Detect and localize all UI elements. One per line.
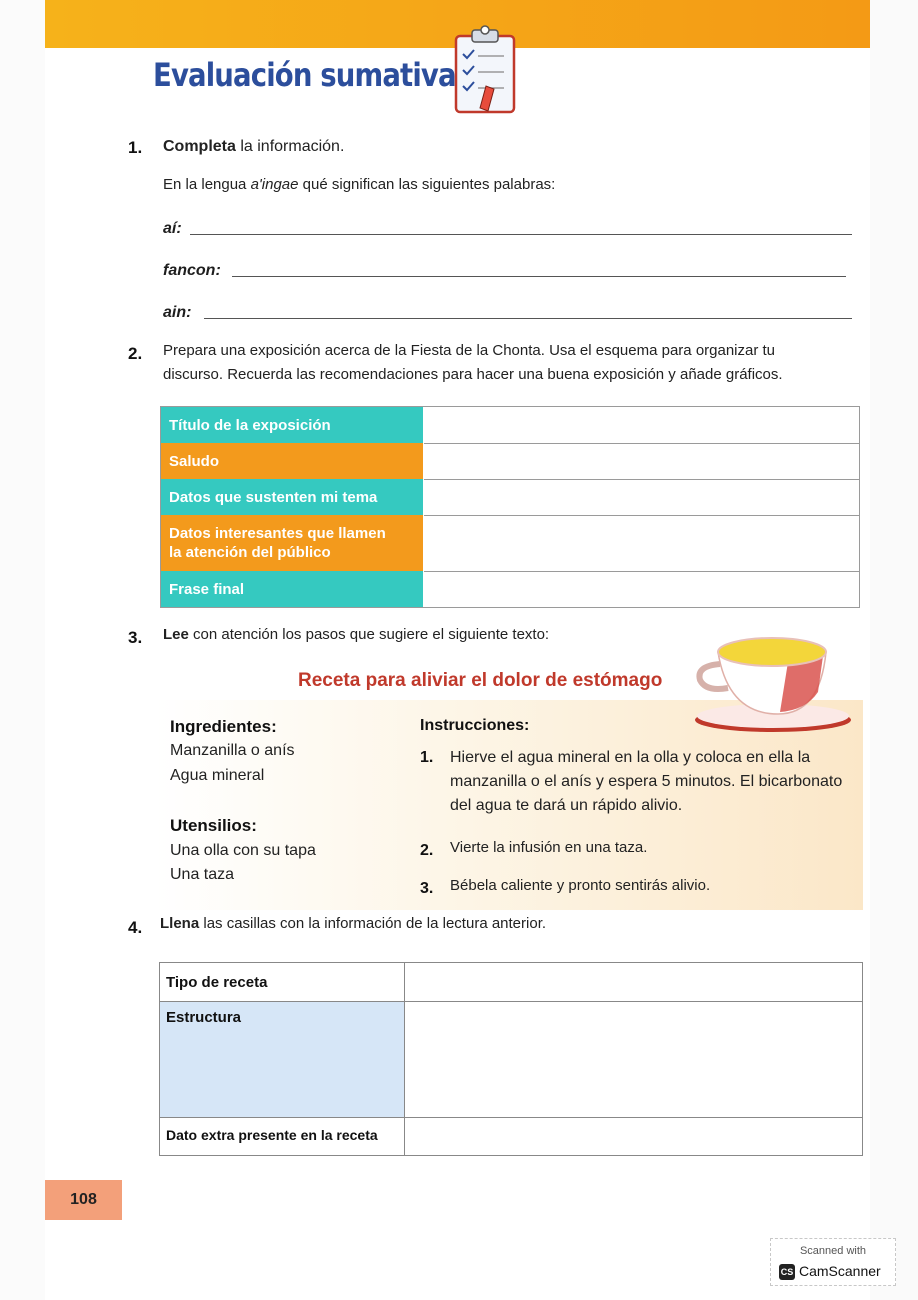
outline-label-title: Título de la exposición bbox=[169, 416, 331, 434]
recipe-title: Receta para aliviar el dolor de estómago bbox=[298, 670, 663, 691]
tea-cup-icon bbox=[688, 622, 853, 732]
q1-prompt-italic: a'ingae bbox=[250, 176, 299, 193]
row-recipe-type-label: Tipo de receta bbox=[166, 974, 268, 991]
camscanner-logo-icon: CS bbox=[779, 1264, 795, 1280]
step-number: 1. bbox=[420, 749, 434, 766]
ingredient-item: Agua mineral bbox=[170, 767, 265, 784]
camscanner-watermark bbox=[770, 1238, 896, 1286]
q2-line2: discurso. Recuerda las recomendaciones para hacer una buena exposición y añade gráficos. bbox=[163, 366, 783, 383]
page-margin-right bbox=[870, 0, 918, 1300]
step-number: 3. bbox=[420, 880, 434, 897]
q3-number: 3. bbox=[128, 628, 143, 647]
outline-label-interesting-1: Datos interesantes que llamen bbox=[169, 525, 386, 542]
outline-row-title bbox=[161, 407, 423, 443]
outline-label-support: Datos que sustenten mi tema bbox=[169, 488, 378, 506]
page-number: 108 bbox=[45, 1180, 122, 1220]
table-column-divider bbox=[404, 963, 405, 1155]
q3-instruction bbox=[163, 626, 549, 643]
page-margin-left bbox=[0, 0, 45, 1300]
q1-verb: Completa bbox=[163, 138, 236, 155]
answer-line-ai[interactable] bbox=[190, 234, 852, 235]
ingredients-heading: Ingredientes: bbox=[170, 717, 277, 736]
q1-number: 1. bbox=[128, 138, 143, 157]
page-title: Evaluación sumativa bbox=[153, 56, 456, 94]
instructions-heading: Instrucciones: bbox=[420, 717, 530, 734]
outline-divider bbox=[424, 571, 859, 572]
q1-prompt-start: En la lengua bbox=[163, 176, 251, 193]
presentation-outline-table bbox=[160, 406, 860, 608]
word-ai-label: aí: bbox=[163, 220, 182, 237]
utensils-heading: Utensilios: bbox=[170, 816, 257, 835]
answer-line-ain[interactable] bbox=[204, 318, 852, 319]
q3-verb: Lee bbox=[163, 626, 189, 643]
q1-text: la información. bbox=[235, 138, 345, 155]
clipboard-icon bbox=[450, 24, 520, 116]
outline-row-support bbox=[161, 479, 423, 515]
scan-brand: CamScanner bbox=[799, 1263, 881, 1279]
q1-prompt-end: qué significan las siguientes palabras: bbox=[298, 176, 556, 193]
word-fancon-label: fancon: bbox=[163, 262, 221, 279]
outline-label-closing: Frase final bbox=[169, 580, 245, 598]
row-structure-label: Estructura bbox=[160, 1001, 404, 1117]
ingredient-item: Manzanilla o anís bbox=[170, 742, 295, 759]
outline-divider bbox=[424, 443, 859, 444]
q2-line1: Prepara una exposición acerca de la Fiesta de la Chonta. Usa el esquema para organizar tu bbox=[163, 342, 776, 359]
q1-prompt bbox=[163, 176, 555, 193]
recipe-analysis-table bbox=[159, 962, 863, 1156]
q4-number: 4. bbox=[128, 918, 143, 937]
row-extra-data-label: Dato extra presente en la receta bbox=[166, 1127, 378, 1143]
utensil-item: Una olla con su tapa bbox=[170, 842, 316, 859]
answer-line-fancon[interactable] bbox=[232, 276, 846, 277]
outline-divider bbox=[424, 515, 859, 516]
q2-number: 2. bbox=[128, 344, 143, 363]
word-ain-label: ain: bbox=[163, 304, 192, 321]
q4-verb: Llena bbox=[160, 915, 200, 932]
outline-row-greeting bbox=[161, 443, 423, 479]
q1-instruction bbox=[163, 138, 344, 156]
scan-caption: Scanned with bbox=[799, 1245, 867, 1257]
outline-label-greeting: Saludo bbox=[169, 452, 220, 470]
utensil-item: Una taza bbox=[170, 866, 235, 883]
step-text: Vierte la infusión en una taza. bbox=[450, 839, 648, 856]
table-divider bbox=[160, 1117, 862, 1118]
outline-label-interesting-2: la atención del público bbox=[169, 544, 331, 561]
table-divider bbox=[160, 1001, 862, 1002]
q3-text: con atención los pasos que sugiere el siguiente texto: bbox=[188, 626, 550, 643]
q4-text: las casillas con la información de la lectura anterior. bbox=[199, 915, 547, 932]
step-text: Hierve el agua mineral en la olla y coloca en ella la manzanilla o el anís y espera 5 minutos. El bicarbonato del agua te dará un rápido alivio. bbox=[450, 749, 843, 814]
step-text: Bébela caliente y pronto sentirás alivio. bbox=[450, 877, 711, 894]
outline-divider bbox=[424, 479, 859, 480]
step-number: 2. bbox=[420, 842, 434, 859]
q4-instruction bbox=[160, 915, 546, 932]
outline-row-interesting bbox=[161, 515, 423, 571]
outline-row-closing bbox=[161, 571, 423, 607]
